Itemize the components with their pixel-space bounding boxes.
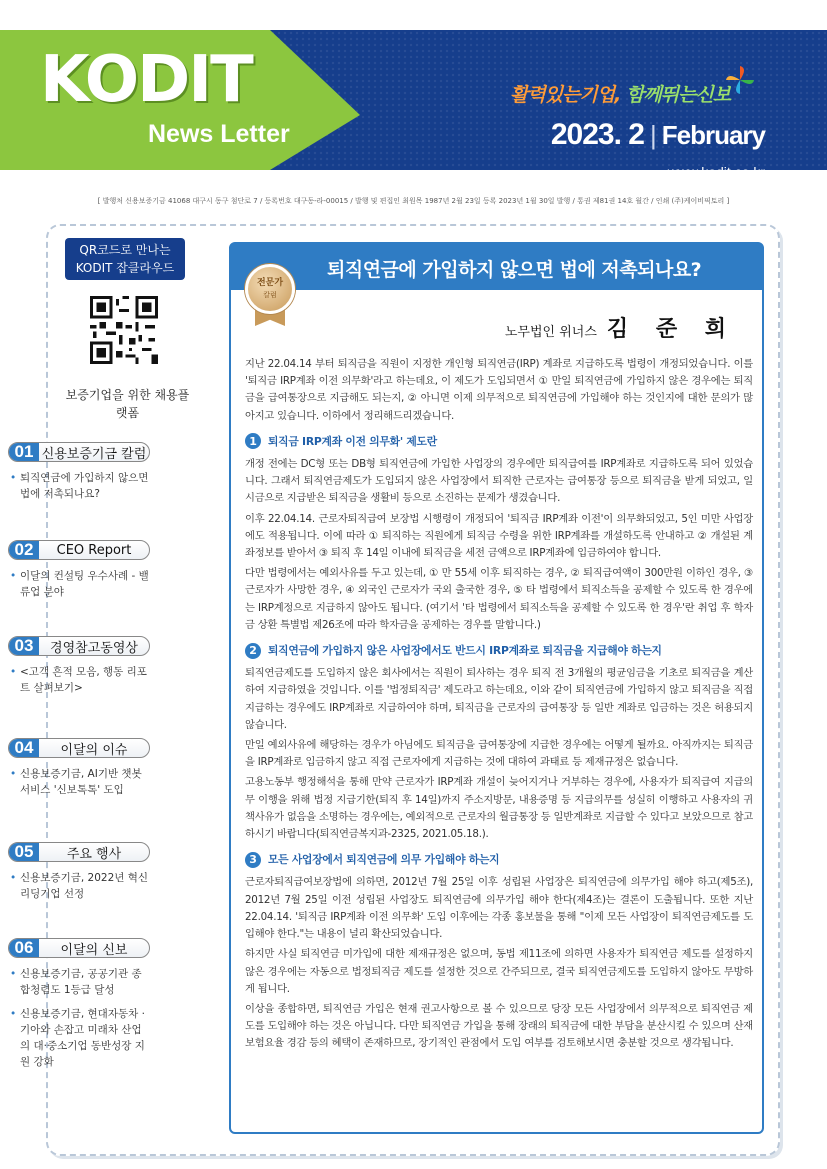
section-item[interactable]: • 이달의 컨설팅 우수사례 - 밸류업 분야 bbox=[8, 568, 150, 600]
author-name: 김 준 희 bbox=[606, 317, 736, 342]
section-number: 02 bbox=[9, 541, 39, 559]
section-item[interactable]: • 신용보증기금, AI기반 챗봇 서비스 '신보톡톡' 도입 bbox=[8, 766, 150, 798]
article bbox=[229, 242, 764, 1134]
paragraph: 개정 전에는 DC형 또는 DB형 퇴직연금에 가입한 사업장의 경우에만 퇴직급여를 IRP계좌로 지급하도록 되어 있었습니다. 그래서 퇴직연금제도가 도입되지 않은 사업장에서 퇴직한 근로자는 급여통장 등으로 퇴직금을 받게 되었고, 일시금으로 지급받은 퇴직금을 생활비 등으로 소진하는 문제가 생겼습니다. bbox=[245, 458, 753, 505]
kodit-logo: KODIT bbox=[40, 43, 252, 117]
issue-month-name: February bbox=[661, 120, 765, 150]
qr-title: QR코드로 만나는 KODIT 잡클라우드 bbox=[65, 238, 185, 280]
section-number: 03 bbox=[9, 637, 39, 655]
section-item[interactable]: • 신용보증기금, 현대자동차 · 기아와 손잡고 미래차 산업의 대·중소기업 동반성장 지원 강화 bbox=[8, 1006, 150, 1070]
author-organization: 노무법인 위너스 bbox=[504, 325, 597, 340]
slogan-part2: 함께뛰는신보 bbox=[625, 84, 731, 106]
section-title: 경영참고동영상 bbox=[50, 640, 138, 656]
paragraph: 다만 법령에서는 예외사유를 두고 있는데, ① 만 55세 이후 퇴직하는 경우, ② 퇴직급여액이 300만원 이하인 경우, ③ 근로자가 사망한 경우, ④ 외국인 근로자가 국외 출국한 경우, ⑤ 타 법령에서 퇴직소득을 공제할 수 있도록 한 경우에는 IRP계정으로 지급하지 않아도 됩니다. (여기서 '타 법령에서 퇴직소득을 공제할 수 있도록 한 경우'란 취업 후 학자금 상환 특별법 제26조에 따라 학자금을 공제하는 경우를 말합니다.) bbox=[245, 567, 753, 631]
section-heading-text: 모든 사업장에서 퇴직연금에 의무 가입해야 하는지 bbox=[268, 853, 500, 867]
issue-separator: | bbox=[649, 120, 656, 150]
sidebar-section-01[interactable] bbox=[8, 442, 150, 502]
article-body bbox=[245, 356, 753, 1056]
sidebar-section-06[interactable] bbox=[8, 938, 150, 1070]
sidebar-section-05[interactable] bbox=[8, 842, 150, 902]
badge-label: 전문가 bbox=[256, 278, 284, 288]
section-heading-1 bbox=[245, 433, 753, 450]
sidebar-section-02[interactable] bbox=[8, 540, 150, 600]
sidebar-section-03[interactable] bbox=[8, 636, 150, 696]
section-number: 06 bbox=[9, 939, 39, 957]
badge-medal bbox=[245, 264, 295, 314]
paragraph: 고용노동부 행정해석을 통해 만약 근로자가 IRP계좌 개설이 늦어지거나 거부하는 경우에, 사용자가 퇴직급여 지급의무 이행을 위해 법정 지급기한(퇴직 후 14일)까지 주소지방문, 내용증명 등 지급의무를 성실히 이행하고 사용자의 귀책사유가 없음을 소명하는 경우에는, 예외적으로 근로자의 월급통장 등 일반계좌로 지급할 수 있다고 보았으므로 참고하시기 바랍니다(퇴직연금복지과-2325, 2021.05.18.). bbox=[245, 776, 753, 841]
section-number-badge: 1 bbox=[245, 433, 261, 449]
sidebar-section-04[interactable] bbox=[8, 738, 150, 798]
website-link[interactable]: www.kodit.co.kr bbox=[667, 164, 765, 180]
issue-date bbox=[551, 118, 765, 152]
intro-paragraph: 지난 22.04.14 부터 퇴직금을 직원이 지정한 개인형 퇴직연금(IRP) 계좌로 지급하도록 법령이 개정되었습니다. 이를 '퇴직금 IRP계좌 이전 의무화'라고 하는데요, 이 제도가 도입되면서 ① 만일 퇴직연금에 가입하지 않은 경우에는 퇴직금을 급여통장으로 지급해도 되는지, ② 아니면 이제 의무적으로 퇴직연금에 가입해야 하는 것인지에 대한 문의가 많아지고 있습니다. 이하에서 정리해드리겠습니다. bbox=[245, 358, 753, 422]
article-title-bar bbox=[231, 244, 762, 290]
section-heading-text: 퇴직연금에 가입하지 않은 사업장에서도 반드시 IRP계좌로 퇴직금을 지급해야 하는지 bbox=[268, 644, 662, 658]
section-item[interactable]: • <고객 흔적 모음, 행동 리포트 살펴보기> bbox=[8, 664, 150, 696]
section-number-badge: 2 bbox=[245, 643, 261, 659]
section-header bbox=[8, 842, 150, 862]
section-title: CEO Report bbox=[56, 542, 132, 558]
section-item[interactable]: • 퇴직연금에 가입하지 않으면 법에 저촉되나요? bbox=[8, 470, 150, 502]
qr-code-image bbox=[90, 296, 158, 364]
section-title: 이달의 신보 bbox=[60, 942, 128, 958]
slogan-part1: 활력있는기업, bbox=[510, 84, 626, 106]
section-number: 01 bbox=[9, 443, 39, 461]
qr-code[interactable] bbox=[90, 296, 158, 364]
section-title: 이달의 이슈 bbox=[60, 742, 128, 758]
sidebar bbox=[60, 238, 205, 420]
paragraph: 이후 22.04.14. 근로자퇴직급여 보장법 시행령이 개정되어 '퇴직금 IRP계좌 이전'이 의무화되었고, 5인 미만 사업장에도 적용됩니다. 이에 따라 ① 퇴직하는 직원에게 퇴직금 수령을 위한 IRP계좌를 개설하도록 안내하고 ② 개설된 계좌정보를 받아서 ③ 퇴직 후 14일 이내에 퇴직금을 세전 금액으로 IRP계좌에 입금하여야 합니다. bbox=[245, 512, 753, 560]
section-heading-2 bbox=[245, 642, 753, 659]
paragraph: 하지만 사실 퇴직연금 미가입에 대한 제재규정은 없으며, 동법 제11조에 의하면 사용자가 퇴직연금 제도를 설정하지 않은 경우에는 자동으로 법정퇴직금 제도를 설정한 것으로 간주되므로, 결국 퇴직연금제도를 도입하지 않아도 무방하게 됩니다. bbox=[245, 948, 753, 995]
badge-sublabel: 칼럼 bbox=[263, 291, 277, 299]
section-item[interactable]: • 신용보증기금, 2022년 혁신리딩기업 선정 bbox=[8, 870, 150, 902]
paragraph: 퇴직연금제도를 도입하지 않은 회사에서는 직원이 퇴사하는 경우 퇴직 전 3개월의 평균임금을 기초로 퇴직금을 계산하여 지급하였을 것입니다. 이를 '법정퇴직금' 제도라고 하는데요, 이와 같이 퇴직연금에 가입하지 않고 퇴직금을 직접 지급하는 경우에도 IRP계좌로 지급하여야 하며, 퇴직금을 근로자의 급여통장 등 일반 계좌로 입금하는 것은 허용되지 않습니다. bbox=[245, 667, 753, 731]
section-header bbox=[8, 738, 150, 758]
paragraph: 이상을 종합하면, 퇴직연금 가입은 현재 권고사항으로 볼 수 있으므로 당장 모든 사업장에서 의무적으로 퇴직연금 제도를 도입해야 하는 것은 아닙니다. 다만 퇴직연금 가입을 통해 장래의 퇴직금에 대한 부담을 분산시킬 수 있으며 산재보험요율 경감 등의 혜택이 존재하므로, 장기적인 관점에서 도입 여부를 검토해보시면 충분할 것으로 생각됩니다. bbox=[245, 1002, 753, 1050]
article-title: 퇴직연금에 가입하지 않으면 법에 저촉되나요? bbox=[327, 259, 702, 281]
expert-column-badge bbox=[245, 264, 295, 324]
publication-info: [ 발행처 신용보증기금 41068 대구시 동구 첨단로 7 / 등록번호 대구동-라-00015 / 발행 및 편집인 최원목 1987년 2월 23일 등록 2023년 1월 30일 발행 / 통권 제81권 14호 월간 / 인쇄 (주)케이비픽토리 ] bbox=[97, 197, 730, 205]
paragraph: 만일 예외사유에 해당하는 경우가 아님에도 퇴직금을 급여통장에 지급한 경우에는 어떻게 될까요. 아직까지는 퇴직금을 IRP계좌로 입금하지 않고 직접 근로자에게 지급하는 것에 대하여 과태료 등 제재규정은 없습니다. bbox=[245, 739, 753, 769]
section-header bbox=[8, 938, 150, 958]
issue-year-month: 2023. 2 bbox=[550, 118, 644, 151]
author-line bbox=[505, 312, 736, 343]
section-header bbox=[8, 540, 150, 560]
paragraph: 근로자퇴직급여보장법에 의하면, 2012년 7월 25일 이후 성립된 사업장은 퇴직연금에 의무가입 해야 하고(제5조), 2012년 7월 25일 이전 성립된 사업장도 퇴직연금에 의무가입 해야 한다(제4조)는 결론이 도출됩니다. 또한 지난 22.04.14. '퇴직금 IRP계좌 이전 의무화' 도입 이후에는 각종 홍보물을 통해 "이제 모든 사업장이 퇴직연금제도를 도입해야 한다."는 내용이 널리 확산되었습니다. bbox=[245, 876, 753, 941]
section-item[interactable]: • 신용보증기금, 공공기관 종합청렴도 1등급 달성 bbox=[8, 966, 150, 998]
section-header bbox=[8, 636, 150, 656]
newsletter-subtitle: News Letter bbox=[148, 120, 290, 148]
section-heading-text: 퇴직금 IRP계좌 이전 의무화' 제도란 bbox=[268, 434, 437, 448]
section-number: 05 bbox=[9, 843, 39, 861]
slogan bbox=[510, 80, 730, 107]
header bbox=[0, 0, 827, 190]
section-number-badge: 3 bbox=[245, 852, 261, 868]
pinwheel-icon bbox=[722, 62, 758, 98]
section-title: 주요 행사 bbox=[66, 846, 122, 862]
section-header bbox=[8, 442, 150, 462]
section-title: 신용보증기금 칼럼 bbox=[41, 446, 147, 462]
section-number: 04 bbox=[9, 739, 39, 757]
qr-caption: 보증기업을 위한 채용플랫폼 bbox=[65, 388, 190, 420]
section-heading-3 bbox=[245, 851, 753, 868]
